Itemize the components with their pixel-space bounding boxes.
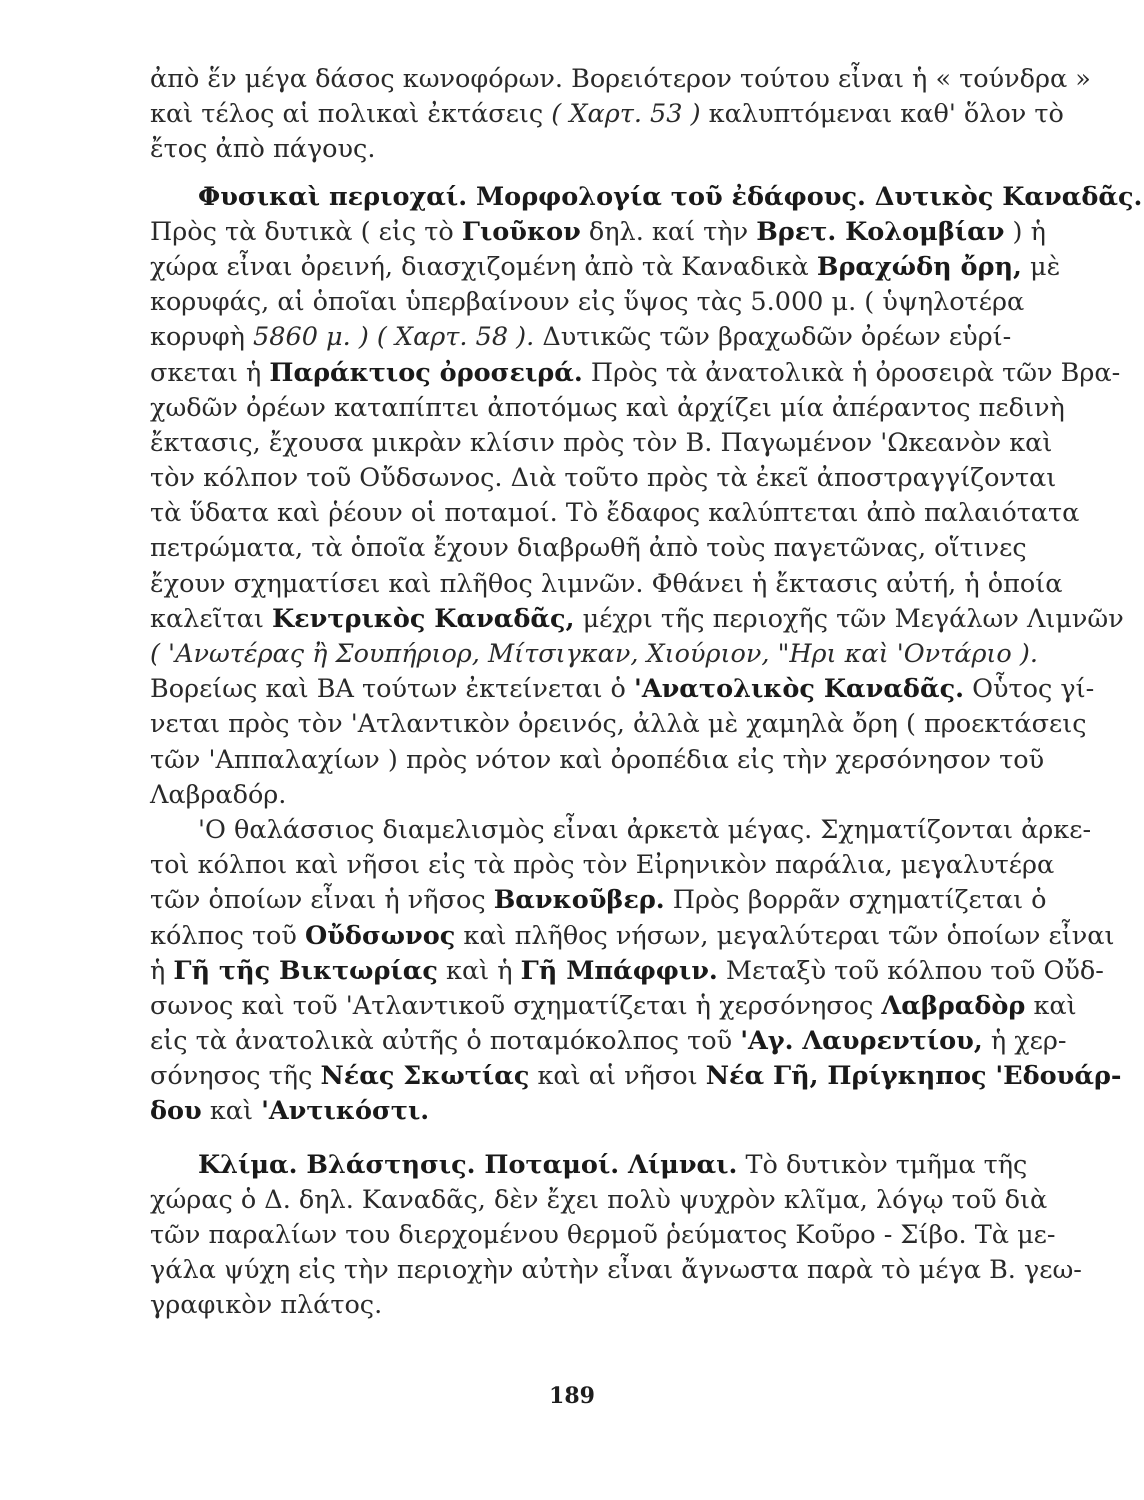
text-run: καλεῖται — [150, 603, 264, 634]
text-line — [150, 496, 1080, 531]
text-run: σόνησος τῆς — [150, 1061, 313, 1092]
text-line — [150, 1148, 1028, 1183]
text-line — [150, 989, 1077, 1024]
text-run: χώρα εἶναι ὀρεινή, διασχιζομένη ἀπὸ τὰ Καναδικὰ — [150, 251, 809, 282]
text-run: ἔχουν σχηματίσει καὶ πλῆθος λιμνῶν. Φθάνει ἡ ἔκτασις αὐτή, ἡ ὁποία — [150, 568, 1063, 599]
page-number: 189 — [549, 1383, 595, 1409]
bold-term: δου — [150, 1096, 202, 1127]
text-run: καλυπτόμεναι καθ' ὅλον τὸ — [708, 99, 1064, 130]
text-line — [150, 1183, 1048, 1218]
text-run: Οὗτος γί- — [972, 674, 1095, 705]
text-run: χώρας ὁ Δ. δηλ. Καναδᾶς, δὲν ἔχει πολὺ ψυχρὸν κλῖμα, λόγῳ τοῦ διὰ — [150, 1184, 1048, 1215]
text-run: ἀπὸ ἕν μέγα δάσος κωνοφόρων. Βορειότερον τούτου εἶναι ἡ « τούνδρα » — [150, 64, 1091, 94]
text-line — [150, 1288, 1005, 1323]
text-line — [150, 426, 1053, 461]
heading-text: Κλίμα. Βλάστησις. Ποταμοί. Λίμναι. — [198, 1149, 738, 1180]
text-line — [150, 215, 1046, 250]
text-line — [150, 320, 1012, 355]
text-line — [150, 250, 1061, 285]
text-line — [150, 461, 1057, 496]
text-line — [150, 743, 1045, 778]
italic-lake-list: ( 'Ανωτέρας ἢ Σουπήριορ, Μίτσιγκαν, Χιούριον, "Ηρι καὶ 'Οντάριο ). — [150, 639, 1038, 669]
text-line — [150, 97, 1064, 132]
text-run: ) ἡ — [1012, 216, 1046, 247]
text-line — [150, 672, 1095, 707]
text-line — [150, 707, 1087, 742]
text-run: κόλπος τοῦ — [150, 920, 297, 951]
bold-term: Βανκοῦβερ. — [493, 885, 665, 916]
text-run: Πρὸς τὰ δυτικὰ ( εἰς τὸ — [150, 216, 454, 247]
bold-term: Οὔδσωνος — [305, 920, 456, 951]
text-run: καὶ — [209, 1096, 253, 1127]
bold-term: Νέας Σκωτίας — [320, 1061, 530, 1092]
text-run: ἔκτασις, ἔχουσα μικρὰν κλίσιν πρὸς τὸν Β. Παγωμένον 'Ωκεανὸν καὶ — [150, 427, 1053, 458]
text-run: Πρὸς βορρᾶν σχηματίζεται ὁ — [672, 885, 1047, 916]
text-run: καὶ — [1033, 990, 1077, 1021]
text-line — [150, 62, 1091, 97]
text-run: μὲ — [1030, 251, 1061, 282]
text-line — [150, 602, 1124, 637]
text-line — [150, 637, 1038, 672]
text-run: σκεται ἡ — [150, 357, 262, 388]
text-run: Τὸ δυτικὸν τμῆμα τῆς — [745, 1149, 1028, 1180]
text-line — [150, 1024, 1067, 1059]
text-run: μέχρι τῆς περιοχῆς τῶν Μεγάλων Λιμνῶν — [582, 603, 1124, 634]
text-line — [150, 954, 1104, 989]
text-line — [150, 567, 1063, 602]
bold-term: Νέα Γῆ, Πρίγκηπος 'Εδουάρ- — [705, 1061, 1122, 1092]
text-run: γραφικὸν πλάτος. — [150, 1290, 383, 1321]
text-line — [150, 848, 1055, 883]
text-run: κορυφάς, αἱ ὁποῖαι ὑπερβαίνουν εἰς ὕψος τὰς 5.000 μ. ( ὑψηλοτέρα — [150, 287, 1025, 318]
text-run: τὸν κόλπον τοῦ Οὔδσωνος. Διὰ τοῦτο πρὸς τὰ ἐκεῖ ἀποστραγγίζονται — [150, 463, 1057, 494]
map-reference: ( Χαρτ. 53 ) — [551, 99, 701, 130]
text-run: καὶ αἱ νῆσοι — [537, 1061, 698, 1092]
text-line — [150, 813, 1092, 848]
text-line — [150, 778, 1005, 813]
text-run: τῶν παραλίων του διερχομένου θερμοῦ ῥεύματος Κοῦρο - Σίβο. Τὰ με- — [150, 1220, 1056, 1250]
text-run: 'Ο θαλάσσιος διαμελισμὸς εἶναι ἀρκετὰ μέγας. Σχηματίζονται ἀρκε- — [198, 814, 1092, 845]
bold-term: 'Αντικόστι. — [261, 1096, 430, 1127]
text-run: δηλ. καί τὴν — [588, 216, 749, 247]
section-heading — [150, 180, 1143, 215]
bold-term: 'Ανατολικὸς Καναδᾶς. — [634, 674, 964, 705]
text-line — [150, 1253, 1082, 1288]
text-run: τὰ ὕδατα καὶ ῥέουν οἱ ποταμοί. Τὸ ἔδαφος καλύπτεται ἀπὸ παλαιότατα — [150, 498, 1080, 529]
text-line — [150, 1059, 1122, 1094]
text-run: Μεταξὺ τοῦ κόλπου τοῦ Οὔδ- — [725, 955, 1104, 986]
text-run: ἡ — [150, 955, 166, 986]
text-line — [150, 883, 1047, 918]
text-run: νεται πρὸς τὸν 'Ατλαντικὸν ὀρεινός, ἀλλὰ μὲ χαμηλὰ ὄρη ( προεκτάσεις — [150, 709, 1087, 740]
text-line — [150, 531, 1027, 566]
text-line — [150, 132, 1005, 167]
text-run: Πρὸς τὰ ἀνατολικὰ ἡ ὀροσειρὰ τῶν Βρα- — [590, 357, 1121, 388]
heading-text: Φυσικαὶ περιοχαί. Μορφολογία τοῦ ἐδάφους. Δυτικὸς Καναδᾶς. — [198, 181, 1143, 212]
text-line — [150, 919, 1115, 954]
bold-term: Βραχώδη ὄρη, — [816, 251, 1022, 282]
text-run: τοὶ κόλποι καὶ νῆσοι εἰς τὰ πρὸς τὸν Εἰρηνικὸν παράλια, μεγαλυτέρα — [150, 850, 1055, 881]
text-run: Βορείως καὶ ΒΑ τούτων ἐκτείνεται ὁ — [150, 674, 626, 705]
text-run: πετρώματα, τὰ ὁποῖα ἔχουν διαβρωθῆ ἀπὸ τοὺς παγετῶνας, οἵτινες — [150, 533, 1027, 564]
bold-term: Γιοῦκον — [461, 216, 581, 247]
text-line — [150, 1218, 1056, 1253]
text-line — [150, 1094, 1005, 1129]
bold-term: Γῆ Μπάφφιν. — [520, 955, 718, 986]
bold-term: Βρετ. Κολομβίαν — [756, 216, 1005, 247]
text-run: κορυφὴ — [150, 322, 245, 353]
text-run: σωνος καὶ τοῦ 'Ατλαντικοῦ σχηματίζεται ἡ χερσόνησος — [150, 990, 874, 1021]
bold-term: Λαβραδὸρ — [881, 990, 1026, 1021]
bold-term: Κεντρικὸς Καναδᾶς, — [271, 603, 575, 634]
text-run: τῶν 'Αππαλαχίων ) πρὸς νότον καὶ ὀροπέδια εἰς τὴν χερσόνησον τοῦ — [150, 744, 1045, 775]
text-run: τῶν ὁποίων εἶναι ἡ νῆσος — [150, 885, 486, 916]
text-line — [150, 285, 1025, 320]
text-run: ἡ χερ- — [990, 1026, 1067, 1057]
text-run: ἔτος ἀπὸ πάγους. — [150, 134, 376, 165]
page-body — [150, 62, 1143, 1324]
bold-term: Παράκτιος ὀροσειρά. — [269, 357, 583, 388]
text-run: καὶ τέλος αἱ πολικαὶ ἐκτάσεις — [150, 99, 544, 130]
italic-reference: 5860 μ. ) ( Χαρτ. 58 ). — [253, 322, 535, 353]
text-run: Δυτικῶς τῶν βραχωδῶν ὀρέων εὑρί- — [542, 322, 1012, 353]
text-run: καὶ πλῆθος νήσων, μεγαλύτεραι τῶν ὁποίων εἶναι — [463, 920, 1115, 951]
bold-term: 'Αγ. Λαυρεντίου, — [740, 1026, 983, 1057]
text-run: χωδῶν ὀρέων καταπίπτει ἀποτόμως καὶ ἀρχίζει μία ἀπέραντος πεδινὴ — [150, 392, 1065, 423]
text-run: καὶ ἡ — [446, 955, 513, 986]
bold-term: Γῆ τῆς Βικτωρίας — [173, 955, 438, 986]
text-run: Λαβραδόρ. — [150, 779, 287, 810]
text-run: γάλα ψύχη εἰς τὴν περιοχὴν αὐτὴν εἶναι ἄγνωστα παρὰ τὸ μέγα Β. γεω- — [150, 1255, 1082, 1286]
text-run: εἰς τὰ ἀνατολικὰ αὐτῆς ὁ ποταμόκολπος τοῦ — [150, 1026, 733, 1057]
text-line — [150, 391, 1065, 426]
text-line — [150, 356, 1121, 391]
